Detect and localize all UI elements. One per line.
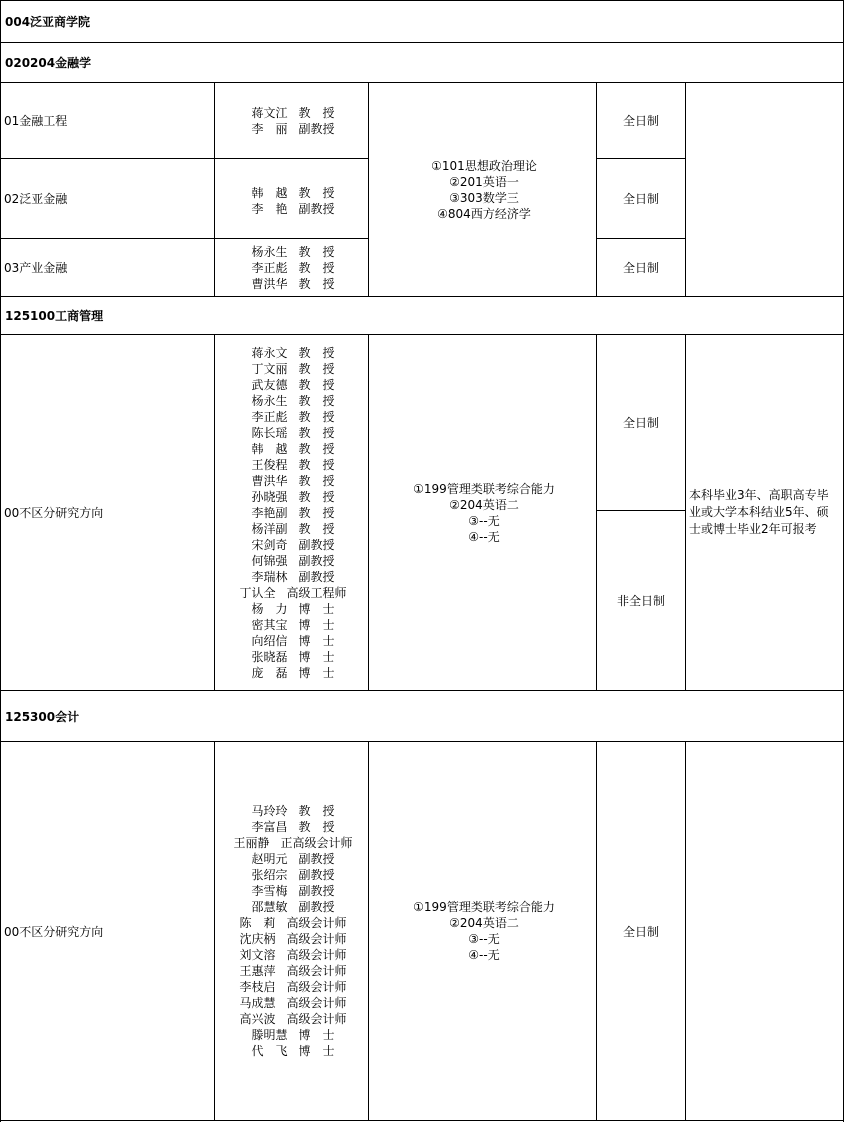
teacher-title: 高级会计师	[286, 932, 347, 946]
finance-direction-03: 03产业金融	[4, 261, 68, 275]
teacher-row	[251, 276, 334, 292]
finance-mode-01: 全日制	[622, 114, 659, 128]
accounting-exam-subjects	[369, 742, 596, 1120]
teacher-title: 博 士	[298, 649, 335, 664]
teacher-name: 何锦强	[251, 553, 288, 568]
teacher-row	[239, 979, 346, 995]
teacher-title: 教 授	[298, 505, 335, 520]
teacher-name: 李枝启	[239, 980, 276, 994]
teacher-title: 博 士	[298, 633, 335, 648]
teacher-title: 高级会计师	[286, 996, 347, 1010]
teacher-name: 张晓磊	[251, 649, 288, 664]
teacher-row	[251, 377, 334, 393]
teacher-row	[251, 601, 334, 617]
exam-subject: ④804西方经济学	[437, 206, 531, 221]
teacher-name: 王丽静	[233, 836, 270, 850]
teacher-title: 教 授	[298, 244, 335, 259]
teacher-title: 教 授	[298, 521, 335, 536]
finance-mode-03: 全日制	[622, 261, 659, 275]
teacher-row	[239, 995, 346, 1011]
teacher-row	[251, 473, 334, 489]
finance-direction-01: 01金融工程	[4, 114, 68, 128]
teacher-title: 副教授	[298, 537, 335, 552]
teacher-name: 孙晓强	[251, 489, 288, 504]
teacher-name: 邵慧敏	[251, 900, 288, 914]
teacher-name: 李雪梅	[251, 884, 288, 898]
teacher-name: 丁文丽	[251, 361, 288, 376]
teacher-name: 滕明慧	[251, 1028, 288, 1042]
teacher-title: 博 士	[298, 665, 335, 680]
exam-subject: ①101思想政治理论	[431, 158, 537, 173]
teacher-title: 高级会计师	[286, 916, 347, 930]
teacher-name: 曹洪华	[251, 473, 288, 488]
teacher-row	[251, 345, 334, 361]
teacher-name: 蒋永文	[251, 345, 288, 360]
business-exam-subjects	[369, 335, 596, 690]
teacher-title: 教 授	[298, 425, 335, 440]
teacher-name: 庞 磊	[251, 665, 288, 680]
teacher-name: 杨洋副	[251, 521, 288, 536]
teacher-title: 博 士	[298, 1044, 335, 1058]
teacher-row	[251, 819, 334, 835]
finance-teachers-03	[215, 239, 368, 296]
teacher-name: 杨永生	[251, 393, 288, 408]
teacher-name: 李正彪	[251, 260, 288, 275]
teacher-name: 向绍信	[251, 633, 288, 648]
business-section-title: 125100工商管理	[5, 309, 104, 323]
teacher-name: 曹洪华	[251, 276, 288, 291]
teacher-row	[251, 553, 334, 569]
teacher-row	[251, 105, 334, 121]
teacher-row	[239, 915, 346, 931]
teacher-row	[251, 121, 334, 137]
teacher-title: 副教授	[298, 201, 335, 216]
teacher-row	[251, 1043, 334, 1059]
teacher-title: 高级会计师	[286, 980, 347, 994]
teacher-row	[251, 867, 334, 883]
teacher-row	[251, 633, 334, 649]
exam-subject: ③--无	[468, 513, 500, 528]
teacher-name: 高兴波	[239, 1012, 276, 1026]
teacher-title: 教 授	[298, 345, 335, 360]
finance-teachers-01	[215, 83, 368, 158]
teacher-row	[251, 649, 334, 665]
teacher-title: 教 授	[298, 276, 335, 291]
teacher-name: 宋剑奇	[251, 537, 288, 552]
teacher-row	[239, 1011, 346, 1027]
teacher-row	[239, 931, 346, 947]
divider	[685, 741, 686, 1121]
teacher-title: 副教授	[298, 569, 335, 584]
teacher-row	[251, 457, 334, 473]
exam-subject: ④--无	[468, 529, 500, 544]
teacher-name: 韩 越	[251, 185, 288, 200]
teacher-title: 教 授	[298, 409, 335, 424]
teacher-title: 副教授	[298, 553, 335, 568]
teacher-name: 刘文溶	[239, 948, 276, 962]
teacher-row	[251, 899, 334, 915]
teacher-title: 教 授	[298, 489, 335, 504]
teacher-name: 李瑞林	[251, 569, 288, 584]
exam-subject: ②201英语一	[449, 174, 519, 189]
teacher-name: 丁认全	[239, 585, 276, 600]
teacher-row	[251, 201, 334, 217]
teacher-row	[251, 569, 334, 585]
business-teachers	[215, 335, 368, 690]
finance-section-title: 020204金融学	[5, 56, 92, 70]
business-note: 本科毕业3年、高职高专毕业或大学本科结业5年、硕士或博士毕业2年可报考	[689, 488, 829, 536]
teacher-row	[239, 585, 346, 601]
finance-mode-02: 全日制	[622, 192, 659, 206]
table-border-bottom	[0, 1120, 844, 1121]
exam-subject: ②204英语二	[449, 497, 519, 512]
finance-teachers-02	[215, 159, 368, 238]
teacher-name: 李富昌	[251, 820, 288, 834]
teacher-title: 教 授	[298, 361, 335, 376]
teacher-name: 李 艳	[251, 201, 288, 216]
exam-subject: ④--无	[468, 948, 500, 962]
exam-subject: ③--无	[468, 932, 500, 946]
accounting-section-title: 125300会计	[5, 709, 80, 724]
teacher-title: 博 士	[298, 617, 335, 632]
teacher-title: 副教授	[298, 900, 335, 914]
teacher-name: 李艳副	[251, 505, 288, 520]
teacher-title: 教 授	[298, 393, 335, 408]
accounting-direction: 00不区分研究方向	[4, 924, 104, 939]
teacher-row	[251, 425, 334, 441]
teacher-row	[233, 835, 352, 851]
exam-subject: ②204英语二	[449, 916, 519, 930]
teacher-row	[251, 409, 334, 425]
teacher-row	[251, 851, 334, 867]
teacher-name: 陈 莉	[239, 916, 276, 930]
teacher-title: 正高级会计师	[280, 836, 353, 850]
teacher-row	[251, 489, 334, 505]
exam-subject: ①199管理类联考综合能力	[413, 481, 555, 496]
teacher-row	[251, 361, 334, 377]
exam-subject: ③303数学三	[449, 190, 519, 205]
teacher-title: 教 授	[298, 804, 335, 818]
teacher-row	[251, 1027, 334, 1043]
teacher-name: 李 丽	[251, 121, 288, 136]
finance-exam-subjects	[369, 83, 596, 296]
accounting-teachers	[215, 742, 368, 1120]
teacher-name: 王惠萍	[239, 964, 276, 978]
teacher-title: 教 授	[298, 457, 335, 472]
teacher-name: 蒋文江	[251, 105, 288, 120]
teacher-row	[251, 883, 334, 899]
teacher-row	[251, 244, 334, 260]
teacher-row	[251, 537, 334, 553]
teacher-title: 教 授	[298, 820, 335, 834]
teacher-row	[251, 185, 334, 201]
teacher-name: 杨永生	[251, 244, 288, 259]
teacher-title: 博 士	[298, 1028, 335, 1042]
business-direction: 00不区分研究方向	[4, 506, 104, 520]
teacher-name: 马成慧	[239, 996, 276, 1010]
teacher-name: 密其宝	[251, 617, 288, 632]
teacher-row	[251, 803, 334, 819]
teacher-name: 王俊程	[251, 457, 288, 472]
teacher-title: 副教授	[298, 852, 335, 866]
teacher-row	[251, 617, 334, 633]
teacher-name: 韩 越	[251, 441, 288, 456]
business-mode-full: 全日制	[622, 416, 659, 430]
divider	[685, 82, 686, 296]
teacher-title: 副教授	[298, 121, 335, 136]
finance-direction-02: 02泛亚金融	[4, 192, 68, 206]
teacher-name: 马玲玲	[251, 804, 288, 818]
teacher-title: 副教授	[298, 868, 335, 882]
teacher-name: 陈长瑶	[251, 425, 288, 440]
teacher-title: 高级会计师	[286, 948, 347, 962]
teacher-row	[239, 963, 346, 979]
teacher-name: 代 飞	[251, 1044, 288, 1058]
teacher-name: 张绍宗	[251, 868, 288, 882]
teacher-title: 副教授	[298, 884, 335, 898]
teacher-title: 教 授	[298, 185, 335, 200]
teacher-name: 杨 力	[251, 601, 288, 616]
business-mode-part: 非全日制	[616, 594, 665, 608]
teacher-row	[239, 947, 346, 963]
teacher-title: 高级会计师	[286, 1012, 347, 1026]
teacher-row	[251, 505, 334, 521]
teacher-name: 武友德	[251, 377, 288, 392]
teacher-title: 高级工程师	[286, 585, 347, 600]
exam-subject: ①199管理类联考综合能力	[413, 900, 555, 914]
teacher-title: 教 授	[298, 441, 335, 456]
teacher-row	[251, 441, 334, 457]
teacher-name: 赵明元	[251, 852, 288, 866]
teacher-name: 李正彪	[251, 409, 288, 424]
teacher-name: 沈庆柄	[239, 932, 276, 946]
teacher-row	[251, 521, 334, 537]
teacher-title: 博 士	[298, 601, 335, 616]
accounting-mode: 全日制	[622, 924, 659, 939]
teacher-row	[251, 665, 334, 681]
teacher-title: 教 授	[298, 473, 335, 488]
teacher-title: 高级会计师	[286, 964, 347, 978]
teacher-row	[251, 393, 334, 409]
teacher-title: 教 授	[298, 377, 335, 392]
teacher-row	[251, 260, 334, 276]
teacher-title: 教 授	[298, 105, 335, 120]
school-title: 004泛亚商学院	[5, 15, 91, 29]
teacher-title: 教 授	[298, 260, 335, 275]
